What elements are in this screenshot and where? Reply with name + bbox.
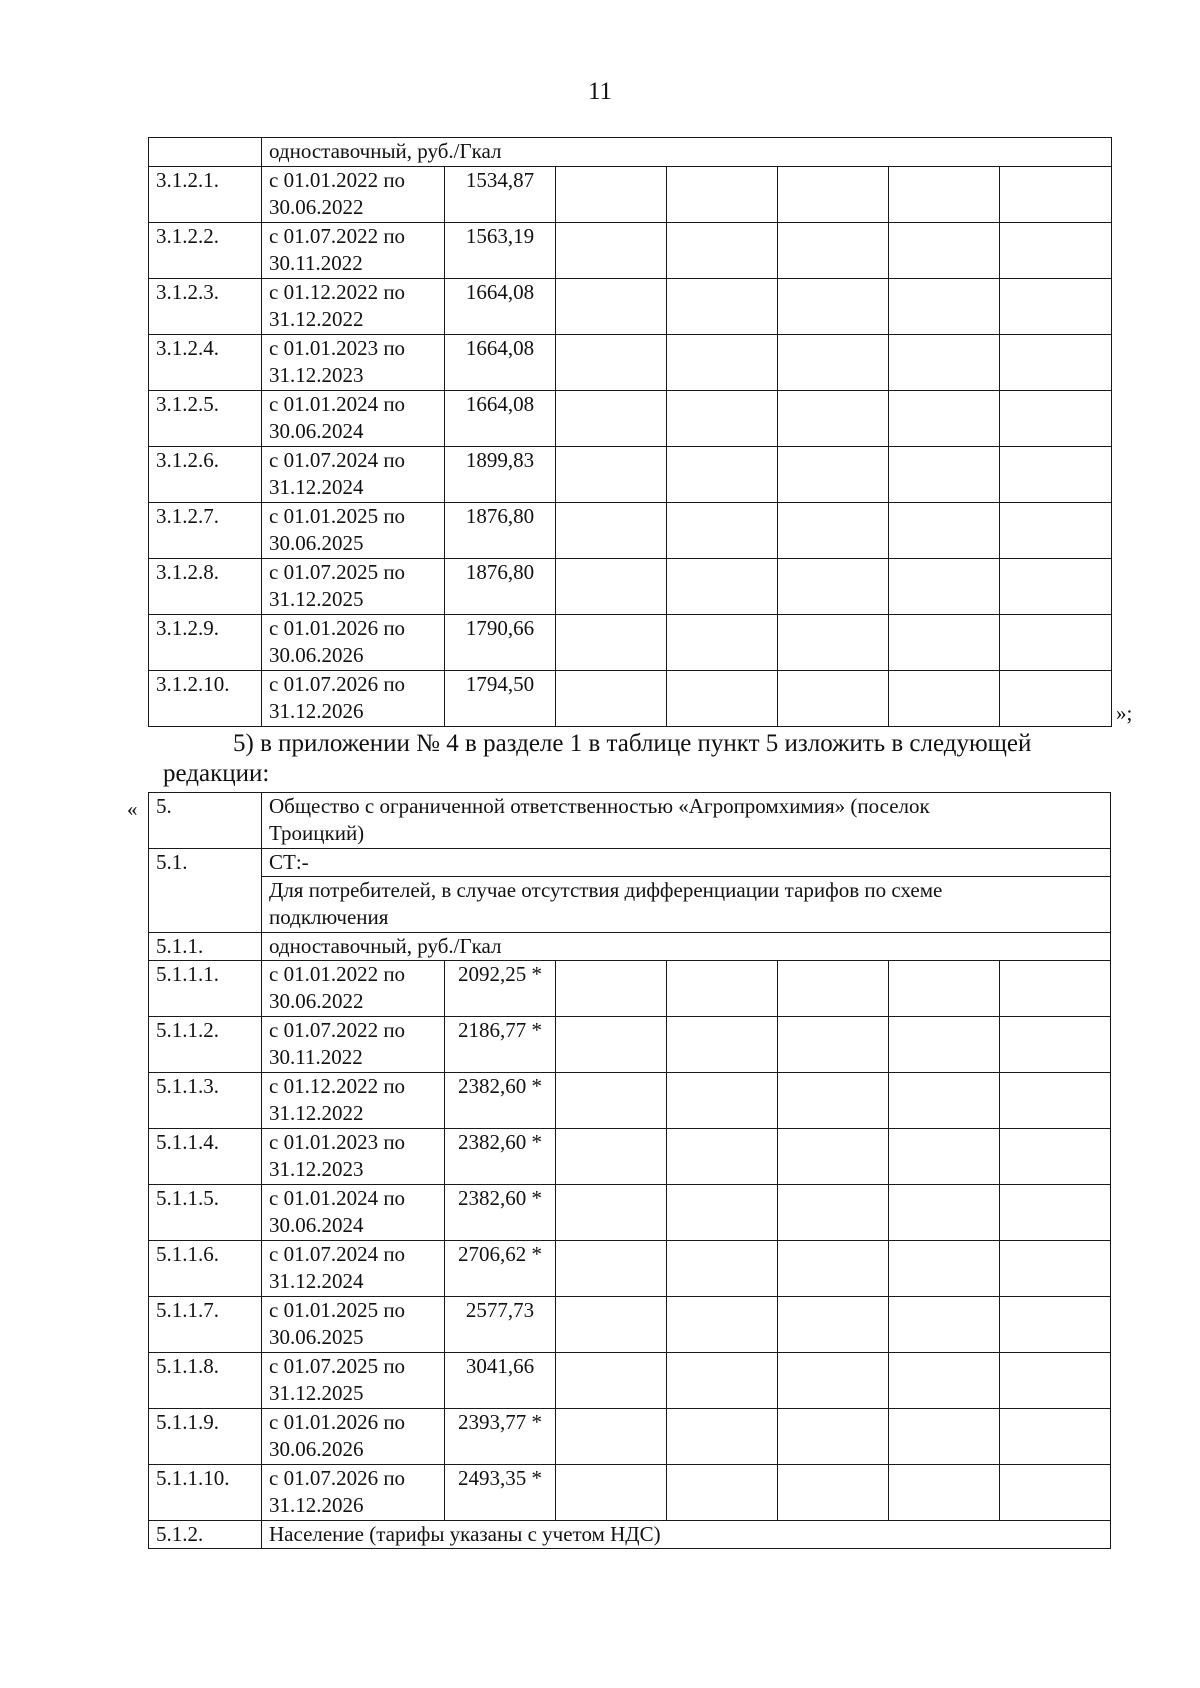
period-start: с 01.07.2025 по	[269, 560, 406, 584]
table-row	[149, 1241, 1111, 1297]
consumers-row	[149, 877, 1111, 933]
empty-cell	[667, 447, 778, 503]
period-end: 30.06.2025	[269, 531, 364, 555]
empty-cell	[1000, 391, 1112, 447]
row-number: 5.1.1.9.	[149, 1409, 262, 1465]
period-start: с 01.01.2026 по	[269, 1410, 406, 1434]
period-cell	[262, 559, 445, 615]
period-cell	[262, 335, 445, 391]
period-cell	[262, 1129, 445, 1185]
period-start: с 01.01.2023 по	[269, 1130, 406, 1154]
period-cell	[262, 1353, 445, 1409]
period-cell	[262, 1241, 445, 1297]
empty-cell	[1000, 1185, 1111, 1241]
table-row	[149, 1409, 1111, 1465]
period-end: 30.06.2022	[269, 195, 364, 219]
period-end: 31.12.2024	[269, 475, 364, 499]
table-row	[149, 1017, 1111, 1073]
period-cell	[262, 1185, 445, 1241]
period-end: 30.06.2026	[269, 643, 364, 667]
tariff-value: 2382,60 *	[445, 1129, 556, 1185]
period-start: с 01.07.2026 по	[269, 672, 406, 696]
period-end: 30.06.2022	[269, 989, 364, 1013]
tariff-value: 2092,25 *	[445, 961, 556, 1017]
empty-cell	[1000, 1241, 1111, 1297]
row-number: 5.1.1.2.	[149, 1017, 262, 1073]
period-cell	[262, 167, 445, 223]
period-end: 30.11.2022	[269, 251, 363, 275]
period-cell	[262, 1465, 445, 1521]
empty-cell	[556, 615, 667, 671]
period-cell	[262, 279, 445, 335]
empty-cell	[1000, 1409, 1111, 1465]
period-start: с 01.12.2022 по	[269, 280, 406, 304]
population-label: Население (тарифы указаны с учетом НДС)	[262, 1521, 1111, 1549]
tariff-value: 2577,73	[445, 1297, 556, 1353]
table-row	[149, 961, 1111, 1017]
empty-cell	[556, 1409, 667, 1465]
period-end: 30.06.2024	[269, 419, 364, 443]
period-start: с 01.07.2024 по	[269, 1242, 406, 1266]
period-start: с 01.01.2022 по	[269, 962, 406, 986]
period-cell	[262, 1073, 445, 1129]
empty-cell	[889, 1241, 1000, 1297]
empty-cell	[889, 1353, 1000, 1409]
row-number: 5.1.1.5.	[149, 1185, 262, 1241]
tariff-value: 1794,50	[445, 671, 556, 727]
closing-quote-mark: »;	[1116, 701, 1133, 725]
empty-cell	[889, 671, 1000, 727]
empty-cell	[667, 279, 778, 335]
table-row	[149, 1129, 1111, 1185]
empty-cell	[778, 559, 889, 615]
opening-quote-mark: «	[127, 797, 138, 821]
empty-cell	[556, 167, 667, 223]
tariff-value: 2706,62 *	[445, 1241, 556, 1297]
row-number: 5.1.1.6.	[149, 1241, 262, 1297]
empty-cell	[1000, 671, 1112, 727]
empty-cell	[778, 1185, 889, 1241]
tariff-value: 1534,87	[445, 167, 556, 223]
period-cell	[262, 1409, 445, 1465]
empty-cell	[889, 1073, 1000, 1129]
empty-cell	[667, 335, 778, 391]
table-row	[149, 1297, 1111, 1353]
period-end: 31.12.2025	[269, 1381, 364, 1405]
empty-cell	[667, 1241, 778, 1297]
empty-cell	[556, 671, 667, 727]
tariff-value: 1899,83	[445, 447, 556, 503]
period-end: 30.06.2026	[269, 1437, 364, 1461]
empty-cell	[778, 1073, 889, 1129]
empty-cell	[667, 1353, 778, 1409]
row-number: 5.1.1.7.	[149, 1297, 262, 1353]
empty-cell	[778, 1017, 889, 1073]
empty-cell	[1000, 1465, 1111, 1521]
single-rate-row	[149, 933, 1111, 961]
empty-cell	[1000, 1017, 1111, 1073]
consumers-description: Для потребителей, в случае отсутствия дифференциации тарифов по схеме подключения	[262, 877, 1111, 933]
period-cell	[262, 1017, 445, 1073]
empty-cell	[667, 1073, 778, 1129]
empty-cell	[667, 615, 778, 671]
empty-cell	[667, 167, 778, 223]
empty-cell	[778, 1129, 889, 1185]
empty-cell	[1000, 615, 1112, 671]
row-number: 3.1.2.8.	[149, 559, 262, 615]
page-number: 11	[587, 78, 613, 105]
empty-cell	[149, 138, 262, 167]
period-start: с 01.01.2025 по	[269, 504, 406, 528]
rate-type-label: одноставочный, руб./Гкал	[262, 138, 1112, 167]
st-row	[149, 849, 1111, 877]
period-end: 31.12.2026	[269, 699, 364, 723]
organization-name: Общество с ограниченной ответственностью «Агропромхимия» (поселок Троицкий)	[262, 793, 1111, 849]
table-row	[149, 615, 1112, 671]
empty-cell	[556, 1465, 667, 1521]
tariff-value: 2186,77 *	[445, 1017, 556, 1073]
empty-cell	[1000, 559, 1112, 615]
empty-cell	[667, 223, 778, 279]
period-end: 31.12.2023	[269, 1157, 364, 1181]
table-row	[149, 335, 1112, 391]
empty-cell	[1000, 279, 1112, 335]
empty-cell	[778, 503, 889, 559]
period-start: с 01.01.2024 по	[269, 1186, 406, 1210]
period-start: с 01.07.2022 по	[269, 1018, 406, 1042]
empty-cell	[889, 961, 1000, 1017]
empty-cell	[778, 391, 889, 447]
empty-cell	[556, 961, 667, 1017]
row-number: 5.1.1.10.	[149, 1465, 262, 1521]
table-row	[149, 167, 1112, 223]
tariff-value: 1664,08	[445, 279, 556, 335]
row-number: 3.1.2.10.	[149, 671, 262, 727]
row-number: 3.1.2.2.	[149, 223, 262, 279]
period-end: 30.06.2025	[269, 1325, 364, 1349]
empty-cell	[778, 335, 889, 391]
row-number: 5.1.1.3.	[149, 1073, 262, 1129]
st-label: СТ:-	[262, 849, 1111, 877]
period-start: с 01.01.2026 по	[269, 616, 406, 640]
table-row	[149, 279, 1112, 335]
tariff-table-3-1-2	[148, 137, 1112, 727]
tariff-value: 2382,60 *	[445, 1073, 556, 1129]
empty-cell	[778, 1297, 889, 1353]
period-end: 31.12.2025	[269, 587, 364, 611]
tariff-value: 2493,35 *	[445, 1465, 556, 1521]
empty-cell	[889, 1185, 1000, 1241]
organization-row	[149, 793, 1111, 849]
empty-cell	[889, 279, 1000, 335]
row-number: 5.	[149, 793, 262, 849]
row-number: 5.1.1.	[149, 933, 262, 961]
row-number: 5.1.1.1.	[149, 961, 262, 1017]
empty-cell	[889, 559, 1000, 615]
empty-cell	[889, 1297, 1000, 1353]
empty-cell	[778, 961, 889, 1017]
empty-cell	[778, 671, 889, 727]
empty-cell	[556, 1241, 667, 1297]
empty-cell	[667, 503, 778, 559]
empty-cell	[667, 1129, 778, 1185]
empty-cell	[778, 223, 889, 279]
row-number: 5.1.	[149, 849, 262, 933]
period-cell	[262, 671, 445, 727]
empty-cell	[889, 447, 1000, 503]
period-start: с 01.12.2022 по	[269, 1074, 406, 1098]
empty-cell	[1000, 335, 1112, 391]
period-cell	[262, 391, 445, 447]
empty-cell	[556, 1297, 667, 1353]
empty-cell	[889, 223, 1000, 279]
empty-cell	[1000, 961, 1111, 1017]
empty-cell	[889, 1017, 1000, 1073]
tariff-value: 1790,66	[445, 615, 556, 671]
period-end: 31.12.2023	[269, 363, 364, 387]
tariff-value: 1876,80	[445, 503, 556, 559]
empty-cell	[667, 961, 778, 1017]
empty-cell	[556, 1073, 667, 1129]
empty-cell	[889, 503, 1000, 559]
empty-cell	[778, 1465, 889, 1521]
empty-cell	[778, 447, 889, 503]
period-end: 31.12.2026	[269, 1493, 364, 1517]
period-cell	[262, 1297, 445, 1353]
table-row	[149, 1073, 1111, 1129]
row-number: 5.1.1.4.	[149, 1129, 262, 1185]
row-number: 3.1.2.9.	[149, 615, 262, 671]
period-start: с 01.07.2026 по	[269, 1466, 406, 1490]
empty-cell	[889, 1409, 1000, 1465]
empty-cell	[556, 503, 667, 559]
empty-cell	[889, 615, 1000, 671]
empty-cell	[778, 1241, 889, 1297]
empty-cell	[667, 1465, 778, 1521]
tariff-value: 3041,66	[445, 1353, 556, 1409]
empty-cell	[778, 1409, 889, 1465]
tariff-value: 1664,08	[445, 335, 556, 391]
row-number: 3.1.2.5.	[149, 391, 262, 447]
table-row	[149, 1185, 1111, 1241]
table-row	[149, 391, 1112, 447]
empty-cell	[1000, 1073, 1111, 1129]
empty-cell	[778, 167, 889, 223]
empty-cell	[556, 559, 667, 615]
period-cell	[262, 615, 445, 671]
empty-cell	[778, 279, 889, 335]
empty-cell	[778, 1353, 889, 1409]
empty-cell	[556, 1017, 667, 1073]
empty-cell	[1000, 1353, 1111, 1409]
empty-cell	[667, 391, 778, 447]
empty-cell	[1000, 223, 1112, 279]
row-number: 3.1.2.7.	[149, 503, 262, 559]
period-cell	[262, 503, 445, 559]
period-end: 31.12.2022	[269, 1101, 364, 1125]
period-end: 30.11.2022	[269, 1045, 363, 1069]
empty-cell	[889, 391, 1000, 447]
empty-cell	[667, 1297, 778, 1353]
empty-cell	[889, 1465, 1000, 1521]
table-row	[149, 223, 1112, 279]
empty-cell	[556, 1129, 667, 1185]
table-header-row	[149, 138, 1112, 167]
population-row	[149, 1521, 1111, 1549]
row-number: 3.1.2.1.	[149, 167, 262, 223]
empty-cell	[667, 559, 778, 615]
empty-cell	[889, 167, 1000, 223]
empty-cell	[556, 1185, 667, 1241]
table-row	[149, 447, 1112, 503]
empty-cell	[1000, 1129, 1111, 1185]
empty-cell	[889, 335, 1000, 391]
period-start: с 01.07.2025 по	[269, 1354, 406, 1378]
period-cell	[262, 961, 445, 1017]
period-start: с 01.07.2022 по	[269, 224, 406, 248]
period-start: с 01.07.2024 по	[269, 448, 406, 472]
tariff-value: 1563,19	[445, 223, 556, 279]
empty-cell	[556, 279, 667, 335]
empty-cell	[556, 391, 667, 447]
empty-cell	[1000, 447, 1112, 503]
tariff-value: 1664,08	[445, 391, 556, 447]
table-row	[149, 1353, 1111, 1409]
table-row	[149, 503, 1112, 559]
row-number: 3.1.2.3.	[149, 279, 262, 335]
empty-cell	[1000, 167, 1112, 223]
period-start: с 01.01.2024 по	[269, 392, 406, 416]
empty-cell	[1000, 1297, 1111, 1353]
empty-cell	[667, 1017, 778, 1073]
empty-cell	[1000, 503, 1112, 559]
period-start: с 01.01.2025 по	[269, 1298, 406, 1322]
period-cell	[262, 223, 445, 279]
period-end: 31.12.2022	[269, 307, 364, 331]
empty-cell	[667, 1409, 778, 1465]
empty-cell	[778, 615, 889, 671]
period-end: 30.06.2024	[269, 1213, 364, 1237]
row-number: 3.1.2.4.	[149, 335, 262, 391]
empty-cell	[667, 1185, 778, 1241]
rate-type-label: одноставочный, руб./Гкал	[262, 933, 1111, 961]
amendment-text-line-1: 5) в приложении № 4 в разделе 1 в таблице пункт 5 изложить в следующей	[233, 730, 1032, 757]
table-row	[149, 559, 1112, 615]
row-number: 5.1.1.8.	[149, 1353, 262, 1409]
tariff-value: 2393,77 *	[445, 1409, 556, 1465]
tariff-value: 1876,80	[445, 559, 556, 615]
row-number: 3.1.2.6.	[149, 447, 262, 503]
period-cell	[262, 447, 445, 503]
empty-cell	[889, 1129, 1000, 1185]
empty-cell	[556, 223, 667, 279]
empty-cell	[556, 447, 667, 503]
tariff-table-5	[148, 792, 1111, 1549]
period-end: 31.12.2024	[269, 1269, 364, 1293]
table-row	[149, 1465, 1111, 1521]
tariff-value: 2382,60 *	[445, 1185, 556, 1241]
table-row	[149, 671, 1112, 727]
empty-cell	[667, 671, 778, 727]
row-number: 5.1.2.	[149, 1521, 262, 1549]
period-start: с 01.01.2023 по	[269, 336, 406, 360]
empty-cell	[556, 335, 667, 391]
period-start: с 01.01.2022 по	[269, 168, 406, 192]
empty-cell	[556, 1353, 667, 1409]
amendment-text-line-2: редакции:	[163, 760, 270, 787]
